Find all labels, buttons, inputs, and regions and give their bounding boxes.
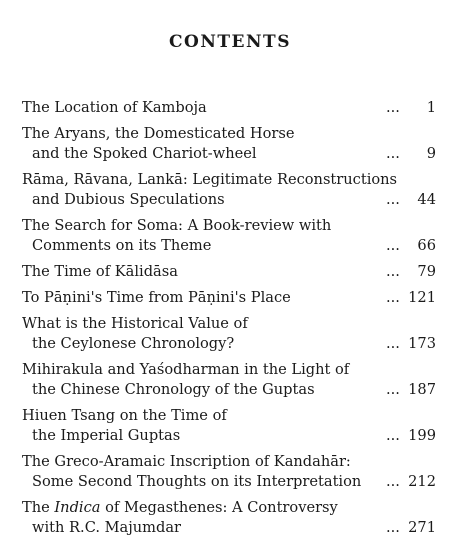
page-number: 187 bbox=[408, 381, 436, 398]
entry-title-line: the Ceylonese Chronology? bbox=[32, 335, 235, 352]
toc-entry[interactable] bbox=[22, 170, 436, 210]
table-of-contents bbox=[22, 98, 436, 544]
leader-dots: ... bbox=[386, 289, 400, 306]
toc-entry[interactable] bbox=[22, 262, 436, 282]
entry-title-line: and Dubious Speculations bbox=[32, 191, 225, 208]
leader-dots: ... bbox=[386, 335, 400, 352]
toc-entry[interactable] bbox=[22, 452, 436, 492]
page-number: 173 bbox=[408, 335, 436, 352]
entry-title-line: with R.C. Majumdar bbox=[32, 519, 182, 536]
entry-title-line: Hiuen Tsang on the Time of bbox=[22, 407, 227, 424]
leader-dots: ... bbox=[386, 473, 400, 490]
toc-entry[interactable] bbox=[22, 498, 436, 538]
toc-entry[interactable] bbox=[22, 406, 436, 446]
toc-entry[interactable] bbox=[22, 288, 436, 308]
title-italic-text: Indica bbox=[54, 499, 101, 516]
title-text: The bbox=[22, 499, 55, 516]
entry-title-line bbox=[22, 498, 436, 518]
page-number: 9 bbox=[426, 145, 436, 162]
entry-title-line: Mihirakula and Yaśodharman in the Light of bbox=[22, 361, 350, 378]
entry-title-line: The Greco-Aramaic Inscription of Kandahār: bbox=[22, 453, 351, 470]
page-number: 271 bbox=[408, 519, 436, 536]
leader-dots: ... bbox=[386, 191, 400, 208]
leader-dots: ... bbox=[386, 519, 400, 536]
page-title: CONTENTS bbox=[169, 32, 291, 52]
page-number: 199 bbox=[408, 427, 436, 444]
page-number: 79 bbox=[417, 263, 436, 280]
leader-dots: ... bbox=[386, 237, 400, 254]
leader-dots: ... bbox=[386, 381, 400, 398]
title-text: of Megasthenes: A Controversy bbox=[100, 499, 338, 516]
entry-title-line: The Location of Kamboja bbox=[22, 99, 207, 116]
toc-entry[interactable] bbox=[22, 216, 436, 256]
leader-dots: ... bbox=[386, 99, 400, 116]
entry-title-line: and the Spoked Chariot-wheel bbox=[32, 145, 257, 162]
leader-dots: ... bbox=[386, 145, 400, 162]
toc-entry[interactable] bbox=[22, 124, 436, 164]
page-number: 121 bbox=[408, 289, 436, 306]
page-number: 212 bbox=[408, 473, 436, 490]
page-number: 1 bbox=[426, 99, 436, 116]
entry-title-line: What is the Historical Value of bbox=[22, 315, 248, 332]
toc-entry[interactable] bbox=[22, 314, 436, 354]
page-number: 66 bbox=[417, 237, 436, 254]
entry-title-line: the Imperial Guptas bbox=[32, 427, 181, 444]
entry-title-line: Some Second Thoughts on its Interpretation bbox=[32, 473, 362, 490]
entry-title-line: The Time of Kālidāsa bbox=[22, 263, 178, 280]
entry-title-line: The Aryans, the Domesticated Horse bbox=[22, 125, 295, 142]
leader-dots: ... bbox=[386, 427, 400, 444]
entry-title-line: The Search for Soma: A Book-review with bbox=[22, 217, 332, 234]
page-number: 44 bbox=[417, 191, 436, 208]
leader-dots: ... bbox=[386, 263, 400, 280]
toc-entry[interactable] bbox=[22, 98, 436, 118]
entry-title-line: Comments on its Theme bbox=[32, 237, 212, 254]
entry-title-line: Rāma, Rāvana, Lankā: Legitimate Reconstructions bbox=[22, 171, 398, 188]
entry-title-line: the Chinese Chronology of the Guptas bbox=[32, 381, 315, 398]
entry-title-line: To Pāṇini's Time from Pāṇini's Place bbox=[22, 289, 291, 306]
toc-entry[interactable] bbox=[22, 360, 436, 400]
